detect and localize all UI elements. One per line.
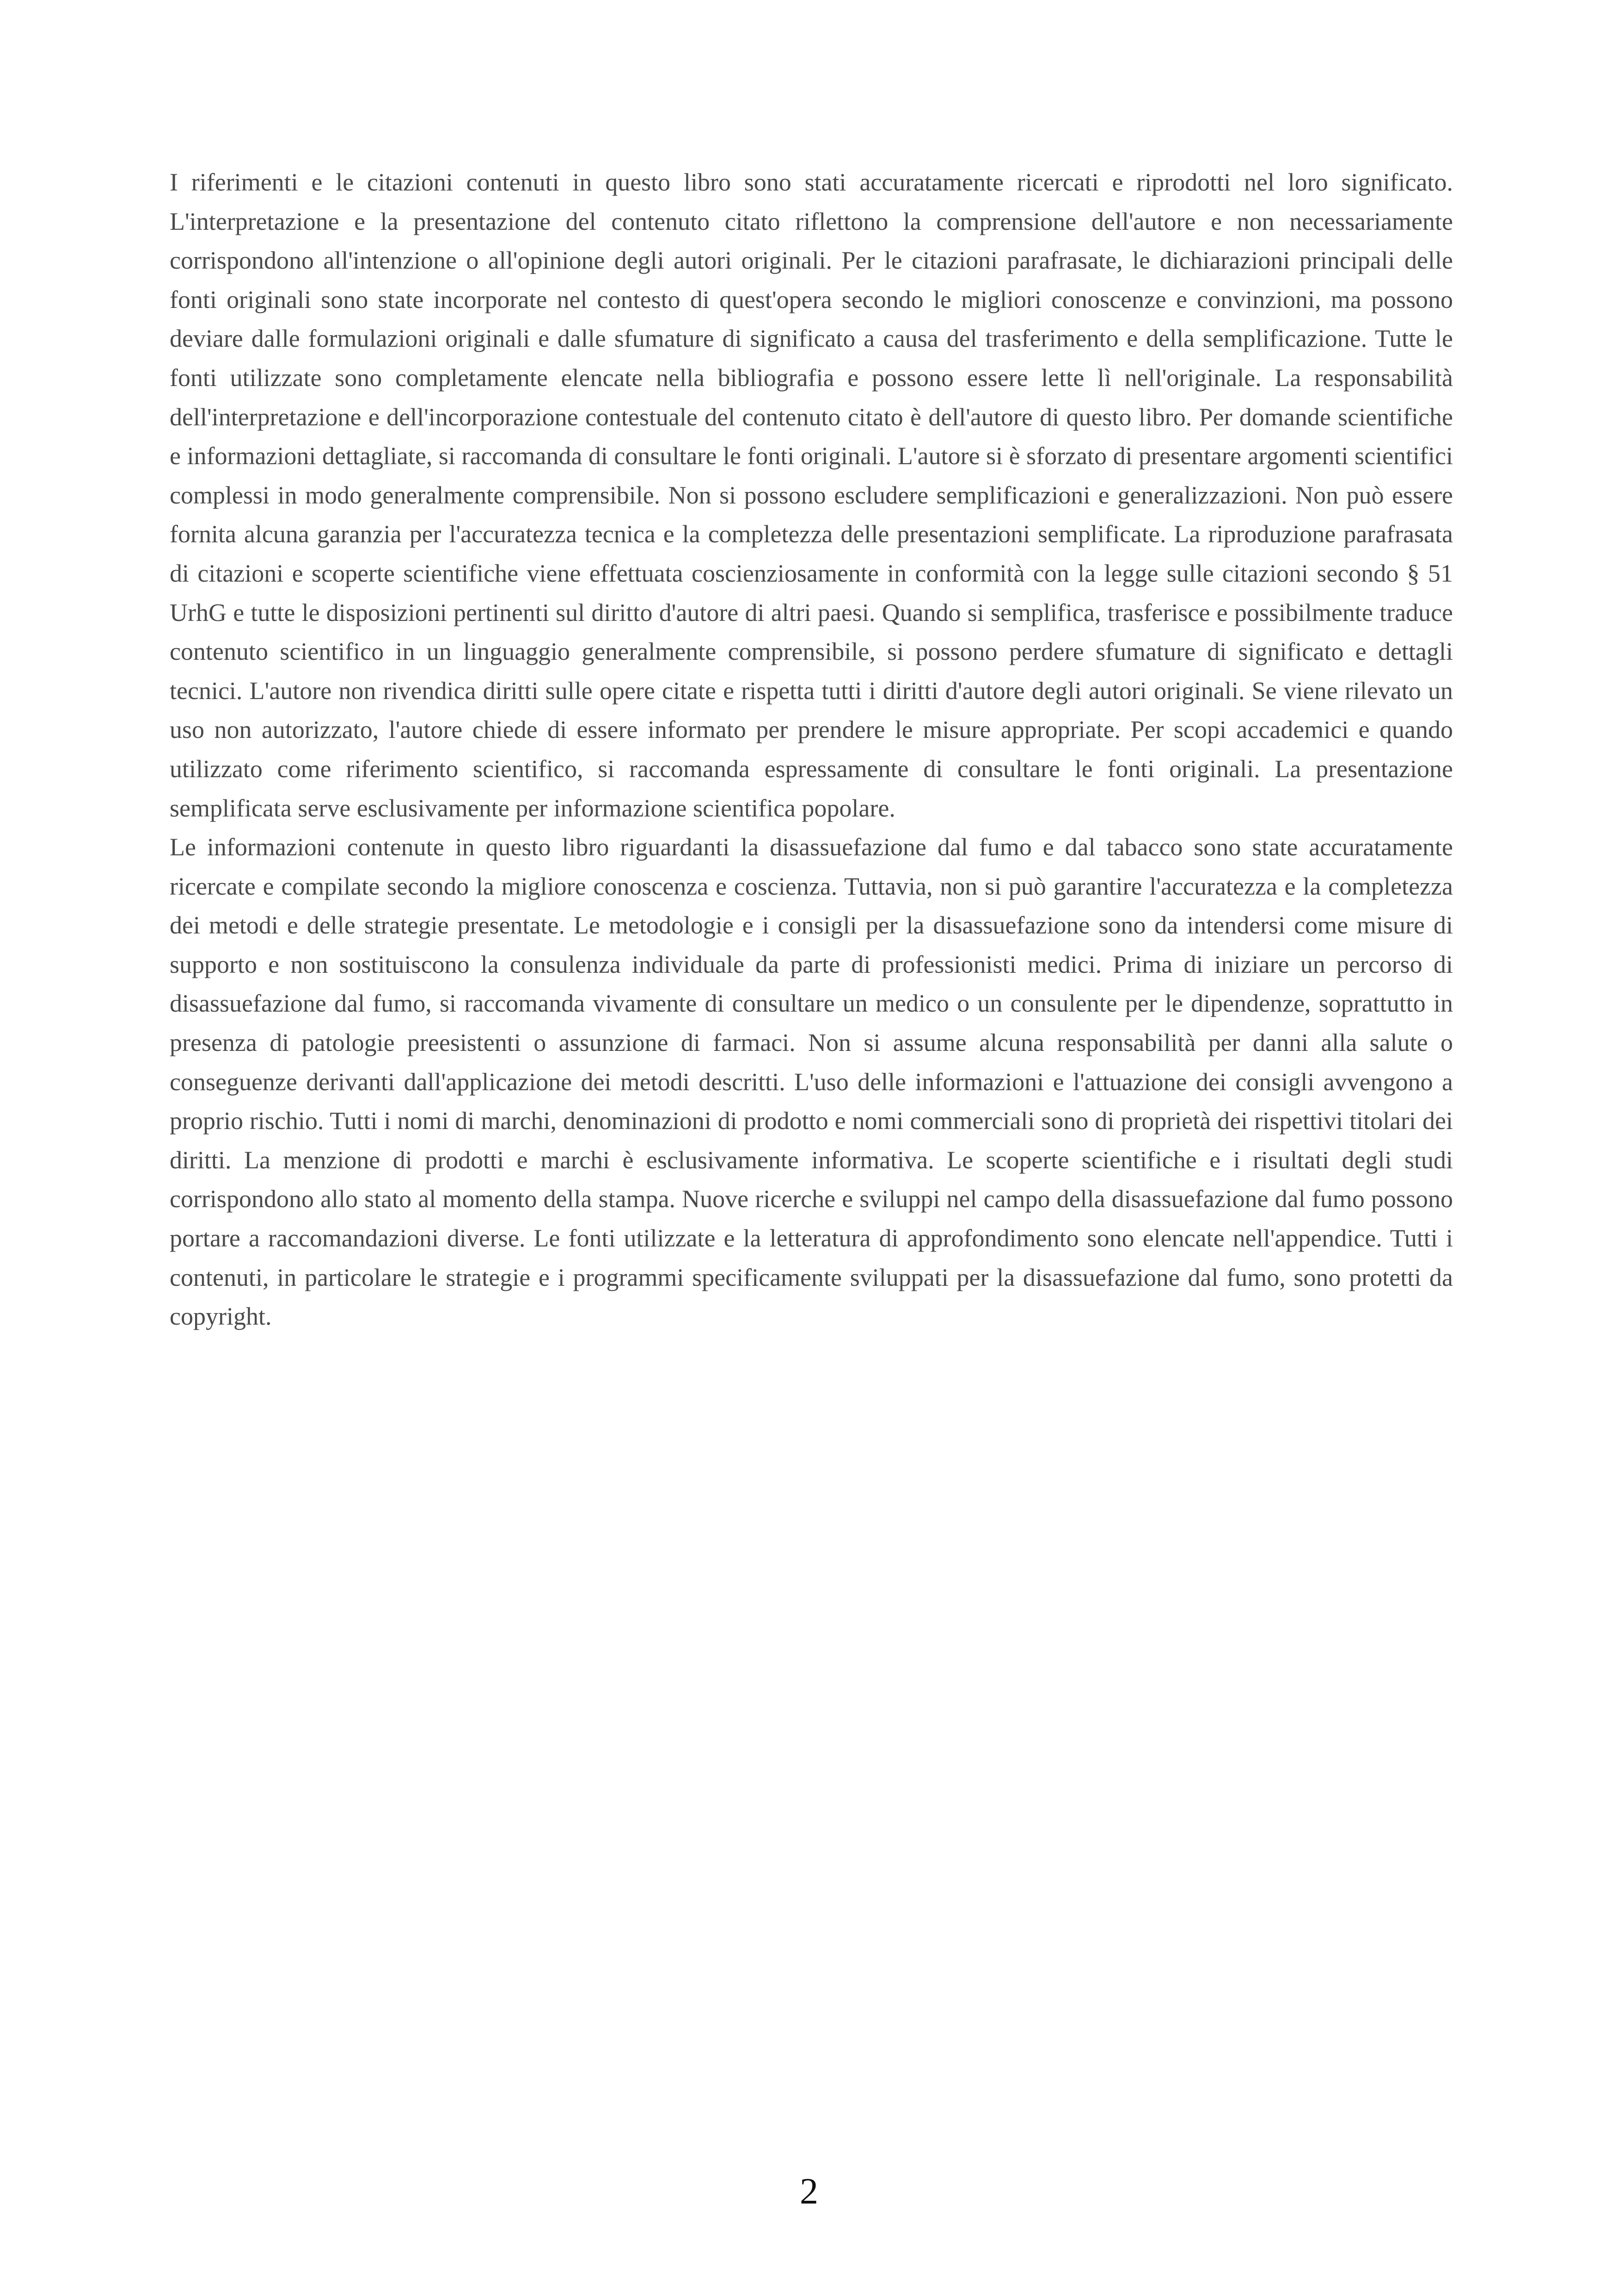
- body-text: [170, 163, 1453, 1336]
- paragraph-disclaimer-citations: I riferimenti e le citazioni contenuti in questo libro sono stati accuratamente ricercati e riprodotti nel loro significato. L'interpretazione e la presentazione del contenuto citato riflettono la comprensione dell'autore e non necessariamente corrispondono all'intenzione o all'opinione degli autori originali. Per le citazioni parafrasate, le dichiarazioni principali delle fonti originali sono state incorporate nel contesto di quest'opera secondo le migliori conoscenze e convinzioni, ma possono deviare dalle formulazioni originali e dalle sfumature di significato a causa del trasferimento e della semplificazione. Tutte le fonti utilizzate sono completamente elencate nella bibliografia e possono essere lette lì nell'originale. La responsabilità dell'interpretazione e dell'incorporazione contestuale del contenuto citato è dell'autore di questo libro. Per domande scientifiche e informazioni dettagliate, si raccomanda di consultare le fonti originali. L'autore si è sforzato di presentare argomenti scientifici complessi in modo generalmente comprensibile. Non si possono escludere semplificazioni e generalizzazioni. Non può essere fornita alcuna garanzia per l'accuratezza tecnica e la completezza delle presentazioni semplificate. La riproduzione parafrasata di citazioni e scoperte scientifiche viene effettuata coscienziosamente in conformità con la legge sulle citazioni secondo § 51 UrhG e tutte le disposizioni pertinenti sul diritto d'autore di altri paesi. Quando si semplifica, trasferisce e possibilmente traduce contenuto scientifico in un linguaggio generalmente comprensibile, si possono perdere sfumature di significato e dettagli tecnici. L'autore non rivendica diritti sulle opere citate e rispetta tutti i diritti d'autore degli autori originali. Se viene rilevato un uso non autorizzato, l'autore chiede di essere informato per prendere le misure appropriate. Per scopi accademici e quando utilizzato come riferimento scientifico, si raccomanda espressamente di consultare le fonti originali. La presentazione semplificata serve esclusivamente per informazione scientifica popolare.: [170, 168, 1453, 822]
- paragraph-disclaimer-health: Le informazioni contenute in questo libro riguardanti la disassuefazione dal fumo e dal tabacco sono state accuratamente ricercate e compilate secondo la migliore conoscenza e coscienza. Tuttavia, non si può garantire l'accuratezza e la completezza dei metodi e delle strategie presentate. Le metodologie e i consigli per la disassuefazione sono da intendersi come misure di supporto e non sostituiscono la consulenza individuale da parte di professionisti medici. Prima di iniziare un percorso di disassuefazione dal fumo, si raccomanda vivamente di consultare un medico o un consulente per le dipendenze, soprattutto in presenza di patologie preesistenti o assunzione di farmaci. Non si assume alcuna responsabilità per danni alla salute o conseguenze derivanti dall'applicazione dei metodi descritti. L'uso delle informazioni e l'attuazione dei consigli avvengono a proprio rischio. Tutti i nomi di marchi, denominazioni di prodotto e nomi commerciali sono di proprietà dei rispettivi titolari dei diritti. La menzione di prodotti e marchi è esclusivamente informativa. Le scoperte scientifiche e i risultati degli studi corrispondono allo stato al momento della stampa. Nuove ricerche e sviluppi nel campo della disassuefazione dal fumo possono portare a raccomandazioni diverse. Le fonti utilizzate e la letteratura di approfondimento sono elencate nell'appendice. Tutti i contenuti, in particolare le strategie e i programmi specificamente sviluppati per la disassuefazione dal fumo, sono protetti da copyright.: [170, 833, 1453, 1331]
- page-number: 2: [800, 2171, 818, 2212]
